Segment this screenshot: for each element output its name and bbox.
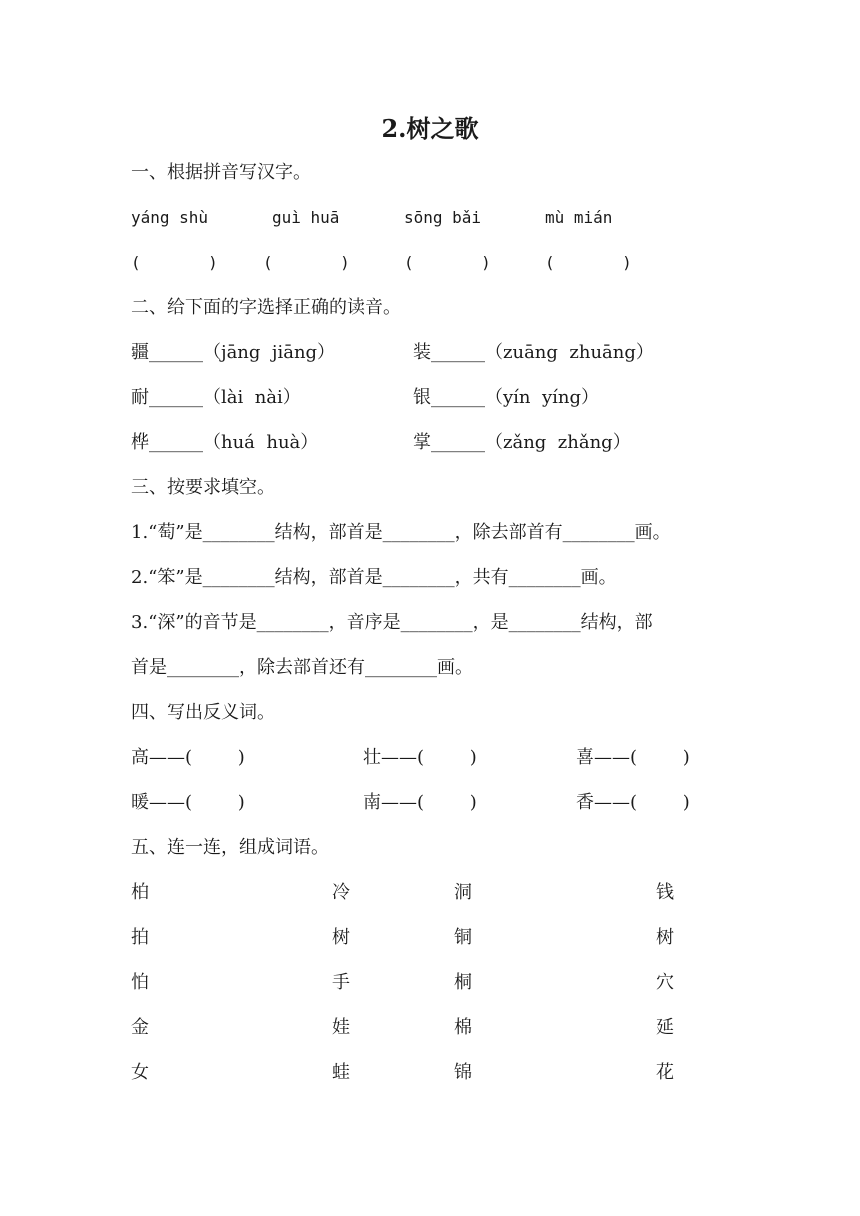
fill-line-2: 2.“笨”是________结构，部首是________，共有________画。 [131, 567, 617, 588]
match-char-col4[interactable]: 延 [656, 1017, 674, 1038]
antonym-item: 喜——( ) [576, 747, 690, 768]
match-char-col3[interactable]: 棉 [454, 1017, 472, 1038]
match-char-col1[interactable]: 拍 [131, 927, 149, 948]
match-char-col3[interactable]: 锦 [454, 1062, 472, 1083]
pinyin-3: sōng bǎi [404, 208, 482, 227]
match-char-col4[interactable]: 花 [656, 1062, 674, 1083]
answer-blank-1[interactable]: ( ) [131, 253, 218, 272]
match-char-col3[interactable]: 铜 [454, 927, 472, 948]
answer-blank-3[interactable]: ( ) [404, 253, 491, 272]
reading-choice-right-3: 掌______（zǎng zhǎng） [413, 432, 631, 453]
antonym-item: 高——( ) [131, 747, 245, 768]
reading-choice-left-2: 耐______（lài nài） [131, 387, 301, 408]
section-2-heading: 二、给下面的字选择正确的读音。 [131, 297, 401, 318]
section-3-heading: 三、按要求填空。 [131, 477, 275, 498]
reading-choice-left-1: 疆______（jāng jiāng） [131, 342, 336, 363]
match-char-col2[interactable]: 娃 [332, 1017, 350, 1038]
match-char-col4[interactable]: 树 [656, 927, 674, 948]
answer-blank-4[interactable]: ( ) [545, 253, 632, 272]
match-char-col3[interactable]: 桐 [454, 972, 472, 993]
answer-blank-2[interactable]: ( ) [263, 253, 350, 272]
reading-choice-right-2: 银______（yín yíng） [413, 387, 600, 408]
match-char-col4[interactable]: 钱 [656, 882, 674, 903]
match-char-col1[interactable]: 怕 [131, 972, 149, 993]
antonym-item: 壮——( ) [363, 747, 477, 768]
pinyin-4: mù mián [545, 208, 613, 227]
pinyin-2: guì huā [272, 208, 340, 227]
match-char-col2[interactable]: 蛙 [332, 1062, 350, 1083]
match-char-col1[interactable]: 女 [131, 1062, 149, 1083]
pinyin-1: yáng shù [131, 208, 209, 227]
worksheet-title: 2.树之歌 [381, 114, 479, 143]
match-char-col2[interactable]: 手 [332, 972, 350, 993]
match-char-col1[interactable]: 金 [131, 1017, 149, 1038]
antonym-item: 香——( ) [576, 792, 690, 813]
reading-choice-right-1: 装______（zuāng zhuāng） [413, 342, 654, 363]
reading-choice-left-3: 桦______（huá huà） [131, 432, 319, 453]
match-char-col3[interactable]: 洞 [454, 882, 472, 903]
antonym-item: 南——( ) [363, 792, 477, 813]
section-4-heading: 四、写出反义词。 [131, 702, 275, 723]
antonym-item: 暖——( ) [131, 792, 245, 813]
match-char-col4[interactable]: 穴 [656, 972, 674, 993]
section-5-heading: 五、连一连，组成词语。 [131, 837, 329, 858]
match-char-col2[interactable]: 冷 [332, 882, 350, 903]
fill-line-4: 首是________，除去部首还有________画。 [131, 657, 473, 678]
fill-line-1: 1.“萄”是________结构，部首是________，除去部首有________画。 [131, 522, 671, 543]
fill-line-3: 3.“深”的音节是________，音序是________，是________结构，部 [131, 612, 653, 633]
section-1-heading: 一、根据拼音写汉字。 [131, 162, 311, 183]
match-char-col1[interactable]: 柏 [131, 882, 149, 903]
match-char-col2[interactable]: 树 [332, 927, 350, 948]
